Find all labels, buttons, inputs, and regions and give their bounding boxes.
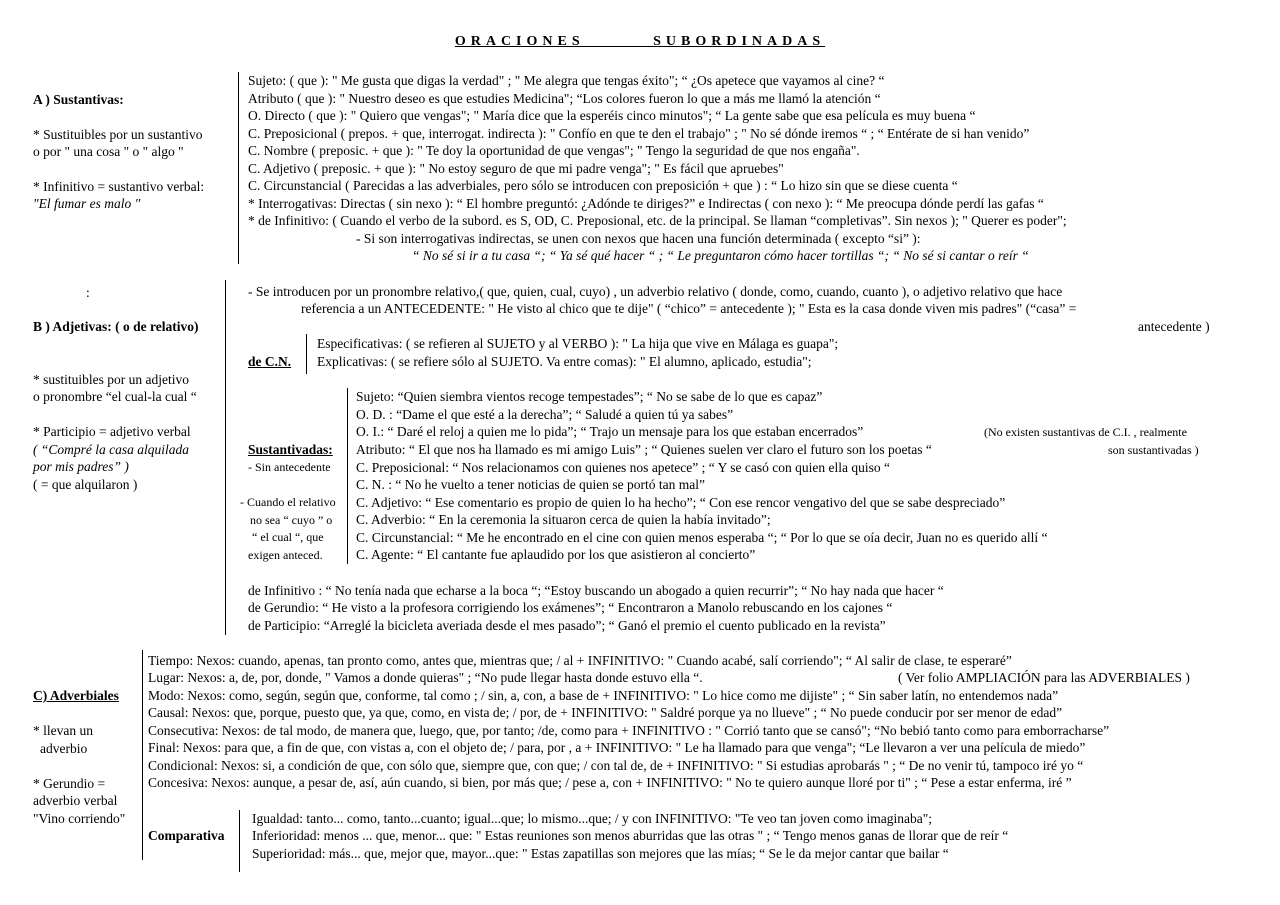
adjetivas-gerundio: de Gerundio: “ He visto a la profesora corrigiendo los exámenes”; “ Encontraron a Manolo rebuscando en los cajones “ (248, 600, 893, 615)
adjetivas-intro: antecedente ) (1138, 319, 1210, 334)
bracket-line (347, 388, 348, 564)
comparativa-label: Comparativa (148, 828, 225, 843)
sustantivas-desc: "El fumar es malo " (33, 196, 141, 211)
sustantivas-row: C. Nombre ( preposic. + que ): " Te doy la oportunidad de que vengas"; " Tengo la seguridad de que nos engaña". (248, 143, 860, 158)
bracket-line (225, 280, 226, 635)
especificativas: Especificativas: ( se refieren al SUJETO y al VERBO ): " La hija que vive en Málaga es guapa"; (317, 336, 839, 351)
sustantivadas-row: O. D. : “Dame el que esté a la derecha”; “ Saludé a quien tú ya sabes” (356, 407, 734, 422)
sustantivas-row: C. Circunstancial ( Parecidas a las adverbiales, pero sólo se introducen con preposición + que ) : “ Lo hizo sin que se diese cuenta “ (248, 178, 958, 193)
cuando-relativo: - Cuando el relativo (240, 495, 336, 509)
cuando-relativo: no sea “ cuyo ” o (250, 513, 333, 527)
sustantivas-row: Sujeto: ( que ): " Me gusta que digas la verdad" ; " Me alegra que tengas éxito"; “ ¿Os apetece que vayamos al cine? “ (248, 73, 885, 88)
sustantivas-desc: * Sustituibles por un sustantivo (33, 127, 203, 142)
adverbiales-desc: adverbio verbal (33, 793, 118, 808)
adjetivas-label: B ) Adjetivas: ( o de relativo) (33, 319, 199, 334)
bracket-line (142, 650, 143, 860)
sustantivadas-row: Sujeto: “Quien siembra vientos recoge tempestades”; “ No se sabe de lo que es capaz” (356, 389, 823, 404)
cuando-relativo: “ el cual “, que (252, 530, 324, 544)
adverbiales-row: Final: Nexos: para que, a fin de que, con vistas a, con el objeto de; / para, por , a + INFINITIVO: " Le ha llamado para que venga"; “Le llevaron a ver una película de miedo” (148, 740, 1086, 755)
cuando-relativo: exigen anteced. (248, 548, 323, 562)
adjetivas-desc: por mis padres” ) (33, 459, 129, 474)
sustantivadas-row: O. I.: “ Daré el reloj a quien me lo pida”; “ Trajo un mensaje para los que estaban encerrados” (356, 424, 864, 439)
adverbiales-label: C) Adverbiales (33, 688, 119, 703)
sustantivadas-row: C. Adverbio: “ En la ceremonia la situaron cerca de quien la había invitado”; (356, 512, 771, 527)
adjetivas-intro: referencia a un ANTECEDENTE: " He visto al chico que te dije" ( “chico” = antecedente ); " Esta es la casa donde viven mis padres" (“casa” = (301, 301, 1077, 316)
sustantivas-row: Atributo ( que ): " Nuestro deseo es que estudies Medicina"; “Los colores fueron lo que a más me llamó la atención “ (248, 91, 881, 106)
sin-antecedente: - Sin antecedente (248, 460, 331, 474)
adjetivas-infinitivo: de Infinitivo : “ No tenía nada que echarse a la boca “; “Estoy buscando un abogado a quien recurrir”; “ No hay nada que hacer “ (248, 583, 944, 598)
sustantivadas-note: (No existen sustantivas de C.I. , realmente (984, 425, 1187, 439)
comparativa-row: Superioridad: más... que, mejor que, mayor...que: " Estas zapatillas son mejores que las mías; “ Se le da mejor cantar que bailar “ (252, 846, 949, 861)
sustantivas-row: C. Preposicional ( prepos. + que, interrogat. indirecta ): " Confío en que te den el trabajo" ; " No sé dónde iremos “ ; “ Entérate de si han venido” (248, 126, 1030, 141)
bracket-line (238, 72, 239, 264)
sustantivas-row: * Interrogativas: Directas ( sin nexo ): “ El hombre preguntó: ¿Adónde te diriges?” e Indirectas ( con nexo ): “ Me preocupa dónde perdí las gafas “ (248, 196, 1044, 211)
sustantivadas-row: C. N. : “ No he vuelto a tener noticias de quien se portó tan mal” (356, 477, 706, 492)
sustantivadas-row: Atributo: “ El que nos ha llamado es mi amigo Luis” ; “ Quienes suelen ver claro el futuro son los poetas “ (356, 442, 932, 457)
comparativa-row: Inferioridad: menos ... que, menor... que: " Estas reuniones son menos aburridas que las otras " ; “ Tengo menos ganas de llorar que de reír “ (252, 828, 1009, 843)
sustantivas-row: O. Directo ( que ): " Quiero que vengas"; " María dice que la esperéis cinco minutos"; “ La gente sabe que esa película es muy buena “ (248, 108, 976, 123)
sustantivadas-label: Sustantivadas: (248, 442, 333, 457)
explicativas: Explicativas: ( se refiere sólo al SUJETO. Va entre comas): " El alumno, aplicado, estudia"; (317, 354, 812, 369)
adjetivas-intro: - Se introducen por un pronombre relativo,( que, quien, cual, cuyo) , un adverbio relativo ( donde, como, cuando, cuanto ), o adjetivo relativo que hace (248, 284, 1063, 299)
adverbiales-desc: * llevan un (33, 723, 93, 738)
sustantivadas-row: C. Agente: “ El cantante fue aplaudido por los que asistieron al concierto” (356, 547, 756, 562)
sustantivadas-row: C. Circunstancial: “ Me he encontrado en el cine con quien menos esperaba “; “ Por lo que se oía decir, Juan no es querido allí “ (356, 530, 1048, 545)
ampliacion-note: ( Ver folio AMPLIACIÓN para las ADVERBIALES ) (898, 670, 1190, 685)
sustantivadas-note: son sustantivadas ) (1108, 443, 1199, 457)
comparativa-row: Igualdad: tanto... como, tanto...cuanto; igual...que; lo mismo...que; / y con INFINITIVO: "Te veo tan joven como imaginaba"; (252, 811, 933, 826)
sustantivas-row: “ No sé si ir a tu casa “; “ Ya sé qué hacer “ ; “ Le preguntaron cómo hacer tortillas “; “ No sé si cantar o reír “ (412, 248, 1029, 263)
cn-label: de C.N. (248, 354, 292, 369)
adverbiales-row: Causal: Nexos: que, porque, puesto que, ya que, como, en vista de; / por, de + INFINITIVO: " Saldré porque ya no llueve" ; “ No puede conducir por ser menor de edad” (148, 705, 1063, 720)
sustantivas-row: C. Adjetivo ( preposic. + que ): " No estoy seguro de que mi padre venga"; " Es fácil que apruebes" (248, 161, 784, 176)
adverbiales-row: Concesiva: Nexos: aunque, a pesar de, así, aún cuando, si bien, por más que; / pese a, con + INFINITIVO: " No te quiero aunque lloré por ti" ; “ Pese a estar enferma, iré ” (148, 775, 1072, 790)
adjetivas-desc: * sustituibles por un adjetivo (33, 372, 189, 387)
adjetivas-desc: o pronombre “el cual-la cual “ (33, 389, 197, 404)
sustantivas-desc: o por " una cosa " o " algo " (33, 144, 184, 159)
sustantivadas-row: C. Adjetivo: “ Ese comentario es propio de quien lo ha hecho”; “ Con ese rencor vengativo del que se sabe despreciado” (356, 495, 1006, 510)
sustantivas-label: A ) Sustantivas: (33, 92, 124, 107)
adverbiales-row: Consecutiva: Nexos: de tal modo, de manera que, luego, que, por tanto; /de, como para + INFINITIVO : " Corrió tanto que se cansó"; “No bebió tanto como para emborracharse” (148, 723, 1110, 738)
bracket-line (306, 334, 307, 374)
bracket-line (239, 810, 240, 872)
sustantivas-row: * de Infinitivo: ( Cuando el verbo de la subord. es S, OD, C. Preposional, etc. de la principal. Se llaman “completivas”. Sin nexos ); " Querer es poder"; (248, 213, 1067, 228)
adjetivas-desc: * Participio = adjetivo verbal (33, 424, 191, 439)
adverbiales-desc: * Gerundio = (33, 776, 106, 791)
colon-mark: : (86, 285, 90, 300)
sustantivadas-row: C. Preposicional: “ Nos relacionamos con quienes nos apetece” ; “ Y se casó con quien ella quiso “ (356, 460, 890, 475)
adjetivas-desc: ( “Compré la casa alquilada (33, 442, 190, 457)
sustantivas-row: - Si son interrogativas indirectas, se unen con nexos que hacen una función determinada ( excepto “si” ): (356, 231, 921, 246)
adverbiales-desc: adverbio (40, 741, 88, 756)
adverbiales-row: Lugar: Nexos: a, de, por, donde, " Vamos a donde quieras" ; “No pude llegar hasta donde estuvo ella “. (148, 670, 703, 685)
adjetivas-participio: de Participio: “Arreglé la bicicleta averiada desde el mes pasado”; “ Ganó el premio el cuento publicado en la revista” (248, 618, 886, 633)
sustantivas-desc: * Infinitivo = sustantivo verbal: (33, 179, 205, 194)
adverbiales-row: Modo: Nexos: como, según, según que, conforme, tal como ; / sin, a, con, a base de + INFINITIVO: " Lo hice como me dijiste" ; “ Sin saber latín, no entendemos nada” (148, 688, 1059, 703)
adjetivas-desc: ( = que alquilaron ) (33, 477, 138, 492)
adverbiales-desc: "Vino corriendo" (33, 811, 126, 826)
adverbiales-row: Condicional: Nexos: si, a condición de que, con sólo que, siempre que, con que; / con tal de, de + INFINITIVO: " Si estudias aprobarás " ; “ De no venir tú, tampoco iré yo “ (148, 758, 1084, 773)
page-title: ORACIONES SUBORDINADAS (454, 34, 826, 49)
adverbiales-row: Tiempo: Nexos: cuando, apenas, tan pronto como, antes que, mientras que; / al + INFINITIVO: " Cuando acabé, salí corriendo"; “ Al salir de clase, te esperaré” (148, 653, 1012, 668)
